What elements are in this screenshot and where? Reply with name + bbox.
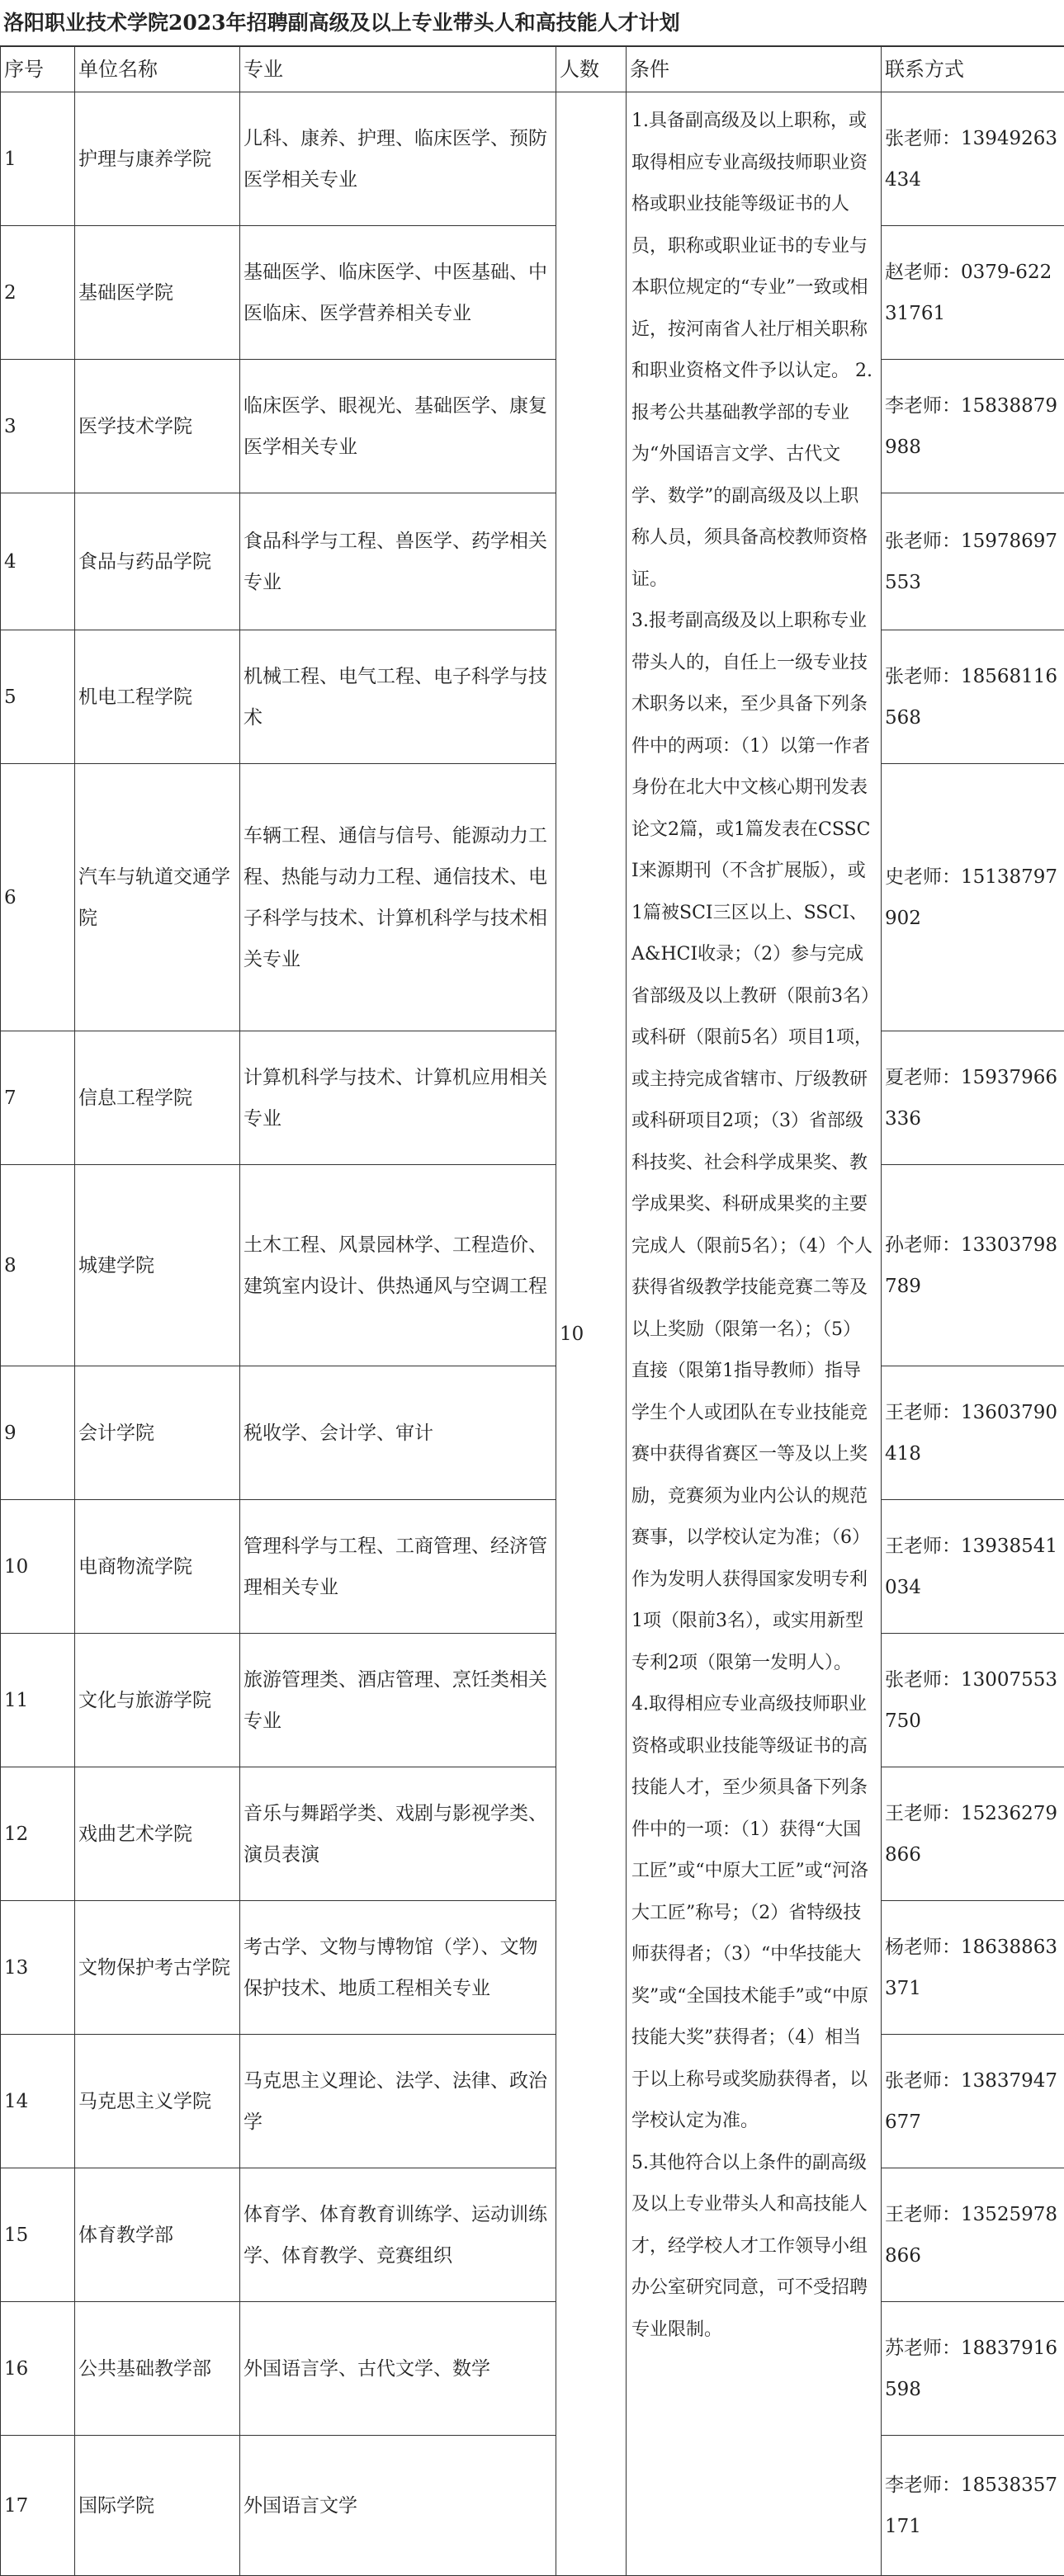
table-row (1, 1634, 1064, 1767)
header-conditions: 条件 (627, 47, 882, 92)
row-major: 计算机科学与技术、计算机应用相关专业 (240, 1031, 556, 1165)
row-contact: 张老师：13007553750 (882, 1634, 1064, 1767)
row-major: 临床医学、眼视光、基础医学、康复医学相关专业 (240, 360, 556, 493)
table-row (1, 360, 1064, 493)
row-contact: 张老师：13949263434 (882, 92, 1064, 226)
row-contact: 张老师：13837947677 (882, 2035, 1064, 2168)
row-major: 基础医学、临床医学、中医基础、中医临床、医学营养相关专业 (240, 226, 556, 360)
condition-paragraph: 3.报考副高级及以上职称专业带头人的，自任上一级专业技术职务以来，至少具备下列条件中的两项：（1）以第一作者身份在北大中文核心期刊发表论文2篇，或1篇发表在CSSCI来源期刊（不含扩展版），或1篇被SCI三区以上、SSCI、A&HCI收录；（2）参与完成省部级及以上教研（限前3名）或科研（限前5名）项目1项，或主持完成省辖市、厅级教研或科研项目2项；（3）省部级科技奖、社会科学成果奖、教学成果奖、科研成果奖的主要完成人（限前5名）；（4）个人获得省级教学技能竞赛二等及以上奖励（限第一名）；（5）直接（限第1指导教师）指导学生个人或团队在专业技能竞赛中获得省赛区一等及以上奖励，竞赛须为业内公认的规范赛事，以学校认定为准；（6）作为发明人获得国家发明专利1项（限前3名），或实用新型专利2项（限第一发明人）。 (631, 601, 876, 1684)
table-row (1, 1366, 1064, 1500)
row-number: 8 (1, 1165, 75, 1366)
table-row (1, 1165, 1064, 1366)
row-unit: 国际学院 (75, 2436, 240, 2576)
row-major: 考古学、文物与博物馆（学）、文物保护技术、地质工程相关专业 (240, 1901, 556, 2035)
table-row (1, 2436, 1064, 2576)
row-major: 车辆工程、通信与信号、能源动力工程、热能与动力工程、通信技术、电子科学与技术、计算机科学与技术相关专业 (240, 764, 556, 1031)
row-contact: 王老师：13525978866 (882, 2168, 1064, 2302)
row-unit: 城建学院 (75, 1165, 240, 1366)
table-row (1, 92, 1064, 226)
row-major: 音乐与舞蹈学类、戏剧与影视学类、演员表演 (240, 1767, 556, 1901)
row-contact: 王老师：13603790418 (882, 1366, 1064, 1500)
row-major: 税收学、会计学、审计 (240, 1366, 556, 1500)
table-row (1, 630, 1064, 764)
table-header-row (1, 47, 1064, 92)
table-row (1, 2168, 1064, 2302)
row-contact: 史老师：15138797902 (882, 764, 1064, 1031)
row-contact: 王老师：13938541034 (882, 1500, 1064, 1634)
row-unit: 文化与旅游学院 (75, 1634, 240, 1767)
row-unit: 会计学院 (75, 1366, 240, 1500)
page-title: 洛阳职业技术学院2023年招聘副高级及以上专业带头人和高技能人才计划 (0, 0, 1064, 46)
row-number: 9 (1, 1366, 75, 1500)
row-number: 5 (1, 630, 75, 764)
row-major: 体育学、体育教育训练学、运动训练学、体育教学、竞赛组织 (240, 2168, 556, 2302)
row-major: 外国语言学、古代文学、数学 (240, 2302, 556, 2436)
row-number: 11 (1, 1634, 75, 1767)
row-unit: 基础医学院 (75, 226, 240, 360)
row-unit: 护理与康养学院 (75, 92, 240, 226)
row-contact: 李老师：15838879988 (882, 360, 1064, 493)
header-contact: 联系方式 (882, 47, 1064, 92)
header-major: 专业 (240, 47, 556, 92)
table-row (1, 493, 1064, 630)
row-unit: 医学技术学院 (75, 360, 240, 493)
headcount-cell: 10 (556, 92, 627, 2576)
condition-paragraph: 4.取得相应专业高级技师职业资格或职业技能等级证书的高技能人才，至少须具备下列条件中的一项：（1）获得“大国工匠”或“中原大工匠”或“河洛大工匠”称号；（2）省特级技师获得者；（3）“中华技能大奖”或“全国技术能手”或“中原技能大奖”获得者；（4）相当于以上称号或奖励获得者，以学校认定为准。 (631, 1684, 876, 2143)
row-contact: 张老师：18568116568 (882, 630, 1064, 764)
row-contact: 李老师：18538357171 (882, 2436, 1064, 2576)
row-unit: 公共基础教学部 (75, 2302, 240, 2436)
row-unit: 马克思主义学院 (75, 2035, 240, 2168)
row-unit: 信息工程学院 (75, 1031, 240, 1165)
recruitment-table (0, 46, 1064, 2576)
row-number: 15 (1, 2168, 75, 2302)
row-number: 1 (1, 92, 75, 226)
row-number: 7 (1, 1031, 75, 1165)
row-number: 3 (1, 360, 75, 493)
row-contact: 赵老师：0379-62231761 (882, 226, 1064, 360)
row-number: 17 (1, 2436, 75, 2576)
table-row (1, 1901, 1064, 2035)
row-major: 儿科、康养、护理、临床医学、预防医学相关专业 (240, 92, 556, 226)
condition-paragraph: 1.具备副高级及以上职称，或取得相应专业高级技师职业资格或职业技能等级证书的人员，职称或职业证书的专业与本职位规定的“专业”一致或相近，按河南省人社厅相关职称和职业资格文件予以认定。 2.报考公共基础教学部的专业为“外国语言文学、古代文学、数学”的副高级及以上职称人员，须具备高校教师资格证。 (631, 101, 876, 601)
header-number: 序号 (1, 47, 75, 92)
row-major: 机械工程、电气工程、电子科学与技术 (240, 630, 556, 764)
row-unit: 机电工程学院 (75, 630, 240, 764)
header-unit: 单位名称 (75, 47, 240, 92)
row-major: 马克思主义理论、法学、法律、政治学 (240, 2035, 556, 2168)
row-contact: 王老师：15236279866 (882, 1767, 1064, 1901)
table-body (1, 92, 1064, 2576)
row-major: 旅游管理类、酒店管理、烹饪类相关专业 (240, 1634, 556, 1767)
row-number: 2 (1, 226, 75, 360)
row-unit: 汽车与轨道交通学院 (75, 764, 240, 1031)
row-contact: 张老师：15978697553 (882, 493, 1064, 630)
row-major: 食品科学与工程、兽医学、药学相关专业 (240, 493, 556, 630)
row-major: 土木工程、风景园林学、工程造价、建筑室内设计、供热通风与空调工程 (240, 1165, 556, 1366)
header-count: 人数 (556, 47, 627, 92)
row-number: 10 (1, 1500, 75, 1634)
table-row (1, 1500, 1064, 1634)
table-row (1, 2302, 1064, 2436)
row-number: 16 (1, 2302, 75, 2436)
row-unit: 体育教学部 (75, 2168, 240, 2302)
conditions-cell (627, 92, 882, 2576)
row-contact: 杨老师：18638863371 (882, 1901, 1064, 2035)
table-row (1, 2035, 1064, 2168)
row-unit: 食品与药品学院 (75, 493, 240, 630)
row-unit: 戏曲艺术学院 (75, 1767, 240, 1901)
table-row (1, 764, 1064, 1031)
condition-paragraph: 5.其他符合以上条件的副高级及以上专业带头人和高技能人才，经学校人才工作领导小组办公室研究同意，可不受招聘专业限制。 (631, 2143, 876, 2352)
row-number: 4 (1, 493, 75, 630)
row-number: 13 (1, 1901, 75, 2035)
row-major: 外国语言文学 (240, 2436, 556, 2576)
row-contact: 夏老师：15937966336 (882, 1031, 1064, 1165)
row-number: 6 (1, 764, 75, 1031)
row-contact: 孙老师：13303798789 (882, 1165, 1064, 1366)
row-contact: 苏老师：18837916598 (882, 2302, 1064, 2436)
row-number: 14 (1, 2035, 75, 2168)
row-number: 12 (1, 1767, 75, 1901)
table-row (1, 226, 1064, 360)
row-major: 管理科学与工程、工商管理、经济管理相关专业 (240, 1500, 556, 1634)
row-unit: 电商物流学院 (75, 1500, 240, 1634)
row-unit: 文物保护考古学院 (75, 1901, 240, 2035)
table-row (1, 1767, 1064, 1901)
table-row (1, 1031, 1064, 1165)
